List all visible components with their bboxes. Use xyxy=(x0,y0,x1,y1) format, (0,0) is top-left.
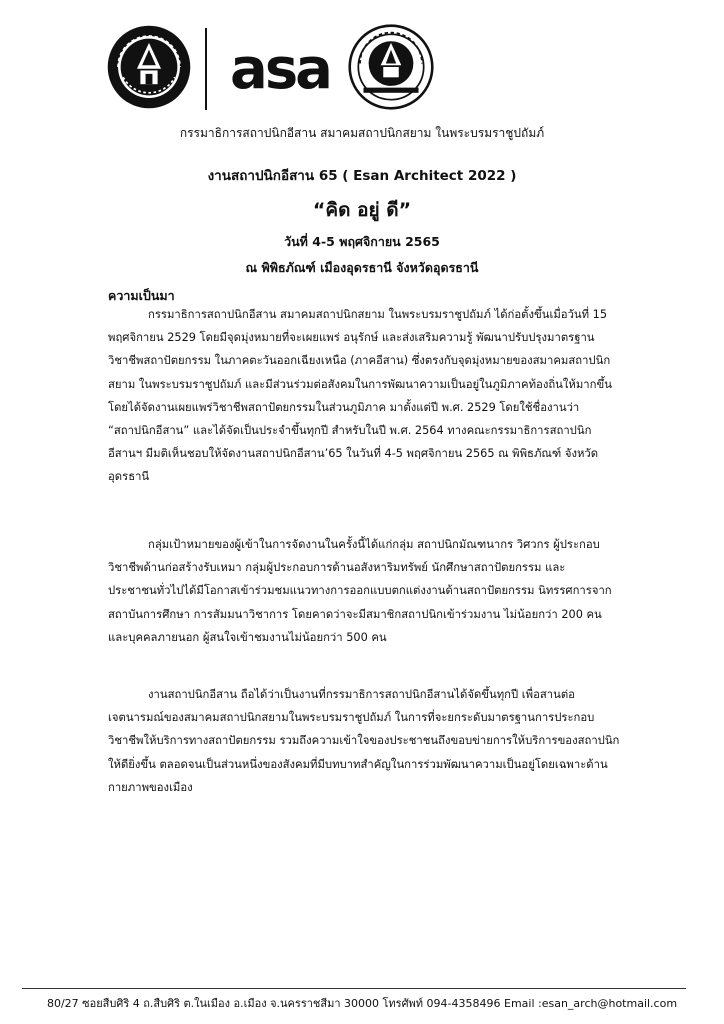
asa-logo xyxy=(218,42,342,98)
paragraph-line: วิชาชีพสถาปัตยกรรม ในภาคตะวันออกเฉียงเหนือ (ภาคอีสาน) ซึ่งตรงกับจุดมุ่งหมายของสมาคมสถาปนิก xyxy=(108,354,611,368)
event-slogan: “คิด อยู่ ดี” xyxy=(312,199,412,221)
paragraph-purpose xyxy=(108,683,624,799)
esan-committee-seal-icon xyxy=(348,24,434,110)
paragraph-line: วิชาชีพด้านก่อสร้างรับเหมา กลุ่มผู้ประกอบการด้านอสังหาริมทรัพย์ นักศึกษาสถาปัตยกรรม และ xyxy=(108,561,566,575)
paragraph-line: กรรมาธิการสถาปนิกอีสาน สมาคมสถาปนิกสยาม ในพระบรมราชูปถัมภ์ ได้ก่อตั้งขึ้นเมื่อวันที่ 15 xyxy=(148,308,608,321)
paragraph-line: พฤศจิกายน 2529 โดยมีจุดมุ่งหมายที่จะเผยแพร่ อนุรักษ์ และส่งเสริมความรู้ พัฒนาปรับปรุงมาตรฐาน xyxy=(108,331,595,345)
footer-divider xyxy=(22,988,686,989)
paragraph-line: วิชาชีพให้บริการทางสถาปัตยกรรม รวมถึงความเข้าใจของประชาชนถึงขอบข่ายการให้บริการของสถาปนิก xyxy=(108,734,620,748)
footer-address: 80/27 ซอยสืบศิริ 4 ถ.สืบศิริ ต.ในเมือง อ.เมือง จ.นครราชสีมา 30000 โทรศัพท์ 094-4358496 Email :esan_arch@hotmail.com xyxy=(46,997,678,1010)
paragraph-line: อีสานฯ มีมติเห็นชอบให้จัดงานสถาปนิกอีสาน’65 ในวันที่ 4-5 พฤศจิกายน 2565 ณ พิพิธภัณฑ์ จังหวัด xyxy=(108,447,599,461)
section-heading: ความเป็นมา xyxy=(108,288,175,303)
paragraph-line: เจตนารมณ์ของสมาคมสถาปนิกสยามในพระบรมราชูปถัมภ์ ในการที่จะยกระดับมาตรฐานการประกอบ xyxy=(108,711,595,725)
paragraph-line: กายภาพของเมือง xyxy=(108,780,193,794)
thai-architects-association-seal-icon xyxy=(106,24,192,110)
paragraph-background xyxy=(108,303,624,489)
asa-logo-text: asa xyxy=(230,42,330,98)
event-date: วันที่ 4-5 พฤศจิกายน 2565 xyxy=(284,234,440,249)
paragraph-line: กลุ่มเป้าหมายของผู้เข้าในการจัดงานในครั้งนี้ได้แก่กลุ่ม สถาปนิกมัณฑนากร วิศวกร ผู้ประกอบ xyxy=(148,538,600,551)
paragraph-line: อุดรธานี xyxy=(108,470,150,484)
logo-divider xyxy=(205,28,207,110)
event-title: งานสถาปนิกอีสาน 65 ( Esan Architect 2022 ) xyxy=(207,168,517,184)
organization-line: กรรมาธิการสถาปนิกอีสาน สมาคมสถาปนิกสยาม ในพระบรมราชูปถัมภ์ xyxy=(179,126,545,140)
paragraph-line: สถาบันการศึกษา การสัมมนาวิชาการ โดยคาดว่าจะมีสมาชิกสถาปนิกเข้าร่วมงาน ไม่น้อยกว่า 200 คน xyxy=(108,607,602,621)
paragraph-line: ให้ดียิ่งขึ้น ตลอดจนเป็นส่วนหนึ่งของสังคมที่มีบทบาทสำคัญในการร่วมพัฒนาความเป็นอยู่โดยเฉพาะด้าน xyxy=(108,757,608,771)
event-venue: ณ พิพิธภัณฑ์ เมืองอุดรธานี จังหวัดอุดรธานี xyxy=(245,260,479,275)
paragraph-line: สยาม ในพระบรมราชูปถัมภ์ และมีส่วนร่วมต่อสังคมในการพัฒนาความเป็นอยู่ในภูมิภาคท้องถิ่นให้มากขึ้น xyxy=(108,377,612,391)
paragraph-line: งานสถาปนิกอีสาน ถือได้ว่าเป็นงานที่กรรมาธิการสถาปนิกอีสานได้จัดขึ้นทุกปี เพื่อสานต่อ xyxy=(148,688,575,701)
paragraph-target-group xyxy=(108,533,624,649)
paragraph-line: ประชาชนทั่วไปได้มีโอกาสเข้าร่วมชมแนวทางการออกแบบตกแต่งงานด้านสถาปัตยกรรม นิทรรศการจาก xyxy=(108,584,612,598)
paragraph-line: และบุคคลภายนอก ผู้สนใจเข้าชมงานไม่น้อยกว่า 500 คน xyxy=(108,630,387,644)
paragraph-line: โดยได้จัดงานเผยแพร่วิชาชีพสถาปัตยกรรมในส่วนภูมิภาค มาตั้งแต่ปี พ.ศ. 2529 โดยใช้ชื่องานว่า xyxy=(108,400,580,414)
paragraph-line: “สถาปนิกอีสาน” และได้จัดเป็นประจำขึ้นทุกปี สำหรับในปี พ.ศ. 2564 ทางคณะกรรมาธิการสถาปนิก xyxy=(108,424,592,438)
letterhead xyxy=(0,18,724,118)
